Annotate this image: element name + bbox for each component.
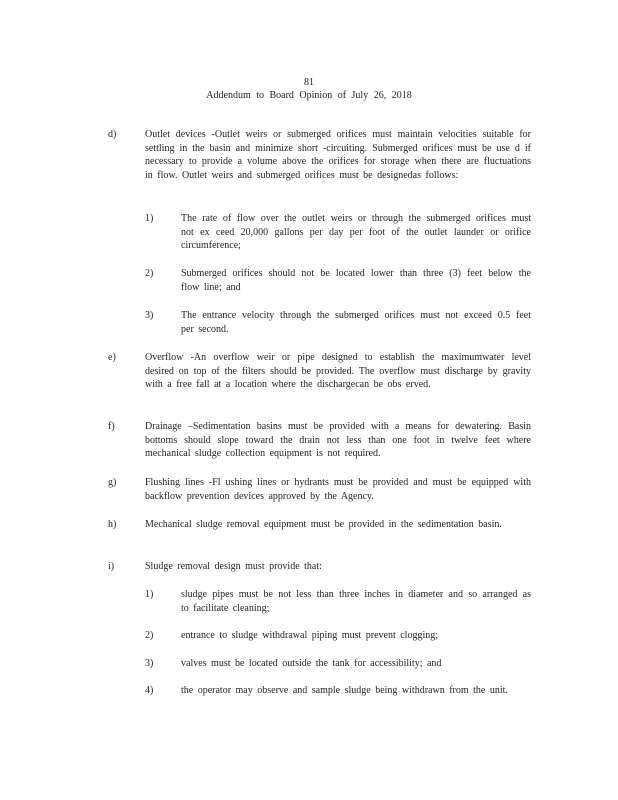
subitem-text: Submerged orifices should not be located lower than three (3) feet below the flow line; and xyxy=(181,268,531,293)
subitem-text: The rate of flow over the outlet weirs or through the submerged orifices must not ex ceed 20,000 gallons per day per foot of the outlet launder or orifice circumference; xyxy=(181,213,531,251)
item-text-i: Sludge removal design must provide that: xyxy=(145,561,322,572)
item-text-h: Mechanical sludge removal equipment must be provided in the sedimentation basin. xyxy=(145,519,502,530)
item-marker-i: i) xyxy=(108,561,115,572)
item-text-e: Overflow -An overflow weir or pipe designed to establish the maximumwater level desired on top of the filters should be provided. The overflow must discharge by gravity with a free fall at a location where the dischargecan be obs erved. xyxy=(145,352,531,390)
subitem-text: sludge pipes must be not less than three inches in diameter and so arranged as to facilitate cleaning; xyxy=(181,589,531,614)
item-marker-d: d) xyxy=(108,129,117,140)
subitem-marker: 3) xyxy=(145,310,154,321)
subitem-text: The entrance velocity through the submerged orifices must not exceed 0.5 feet per second. xyxy=(181,310,531,335)
subitem-text: entrance to sludge withdrawal piping must prevent clogging; xyxy=(181,630,438,641)
subitem-marker: 2) xyxy=(145,268,154,279)
subitem-marker: 1) xyxy=(145,213,154,224)
subitem-marker: 2) xyxy=(145,630,154,641)
item-marker-e: e) xyxy=(108,352,116,363)
subitem-marker: 3) xyxy=(145,658,154,669)
page-number: 81 xyxy=(304,77,314,88)
item-marker-g: g) xyxy=(108,477,117,488)
item-text-d: Outlet devices -Outlet weirs or submerged orifices must maintain velocities suitable for settling in the basin and minimize short -circuiting. Submerged orifices must be use d if necessary to provide a volume above the orifices for storage when there are fluctuations in flow. Outlet weirs and submerged orifices must be designedas follows: xyxy=(145,129,531,181)
item-text-f: Drainage –Sedimentation basins must be provided with a means for dewatering. Basin bottoms should slope toward the drain not less than one foot in twelve feet where mechanical sludge collection equipment is not required. xyxy=(145,421,531,459)
subitem-text: valves must be located outside the tank for accessibility; and xyxy=(181,658,442,669)
subitem-text: the operator may observe and sample sludge being withdrawn from the unit. xyxy=(181,685,508,696)
item-marker-f: f) xyxy=(108,421,115,432)
item-text-g: Flushing lines -Fl ushing lines or hydrants must be provided and must be equipped with backflow prevention devices approved by the Agency. xyxy=(145,477,531,502)
page-header-title: Addendum to Board Opinion of July 26, 2018 xyxy=(206,90,412,101)
item-marker-h: h) xyxy=(108,519,117,530)
subitem-marker: 4) xyxy=(145,685,154,696)
subitem-marker: 1) xyxy=(145,589,154,600)
